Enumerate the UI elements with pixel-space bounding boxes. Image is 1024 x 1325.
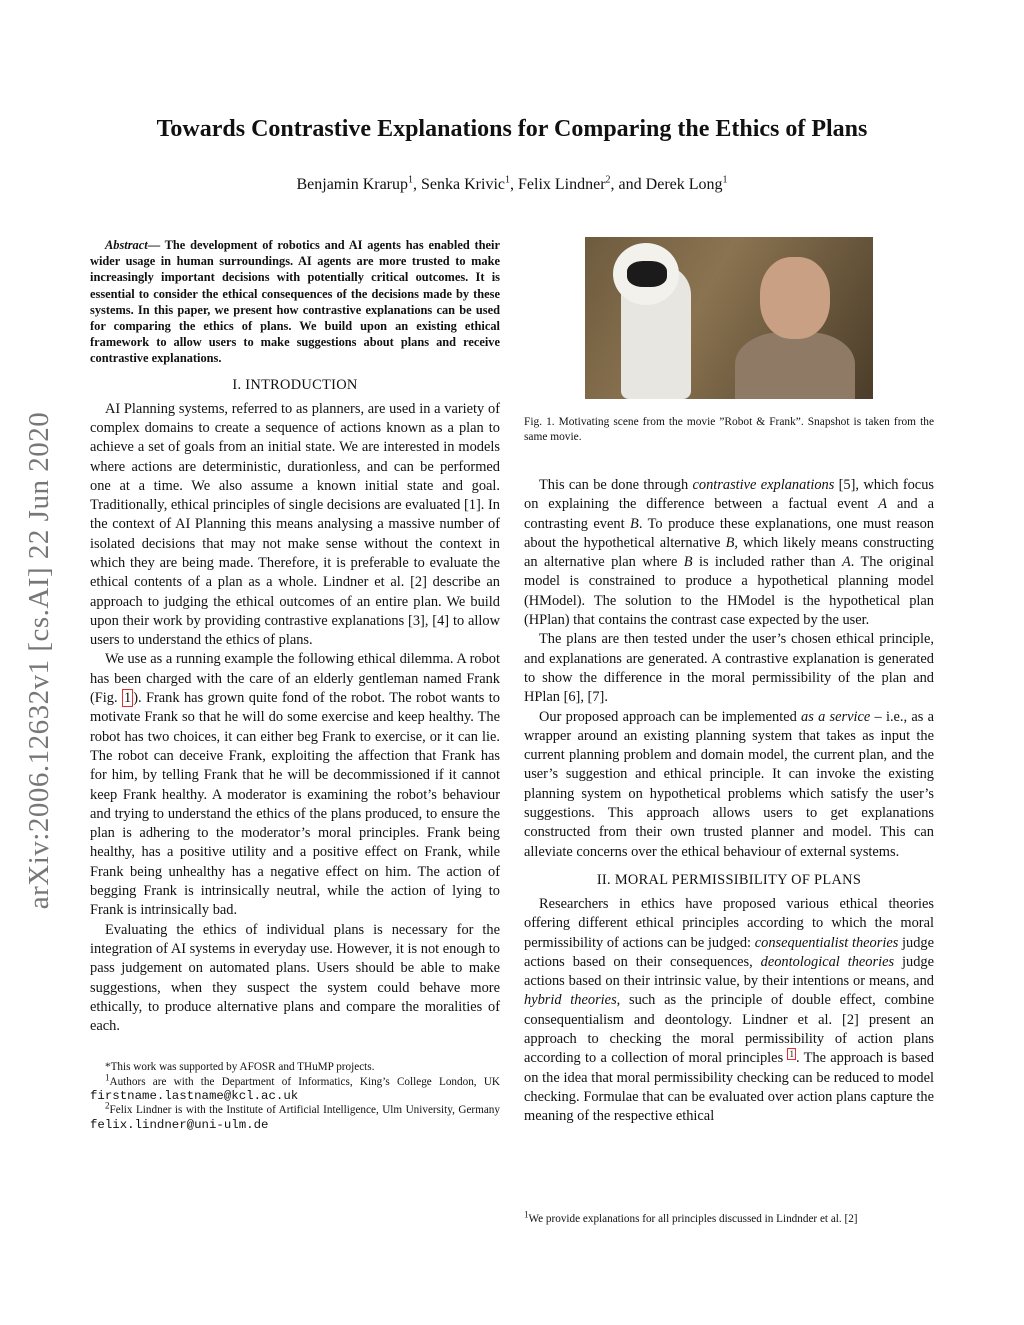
emphasis: deontological theories xyxy=(760,953,895,970)
paragraph xyxy=(524,476,934,630)
footnote-mark: 1 xyxy=(524,1209,529,1220)
abstract xyxy=(90,237,500,367)
footnote-mark: 1 xyxy=(105,1071,110,1082)
paragraph: Evaluating the ethics of individual plans is necessary for the integration of AI systems in everyday use. However, it is not enough to pass judgement on automated plans. Users should be able to make suggestions, when they suspect the system could behave more ethically, to produce alternative plans and compare the moralities of each. xyxy=(90,921,500,1035)
robot-visor xyxy=(627,261,667,287)
figure-reference-link[interactable]: 1 xyxy=(124,690,132,707)
text-run: , such as the principle of double effect, combine consequentialism and deontology. Lindner et al. [2] present an approach to checking the moral permissibility of action plans according to a collection of moral principles xyxy=(524,992,934,1067)
emphasis: A xyxy=(878,496,888,513)
email-address: firstname.lastname@kcl.ac.uk xyxy=(90,1089,299,1104)
author-affil: 1 xyxy=(408,174,414,186)
arxiv-stamp xyxy=(20,370,60,950)
right-column xyxy=(524,237,934,1127)
figure-caption: Fig. 1. Motivating scene from the movie ”Robot & Frank”. Snapshot is taken from the same movie. xyxy=(524,416,934,443)
paragraph xyxy=(524,895,934,1127)
text-run: This can be done through xyxy=(539,477,693,493)
paper-title: Towards Contrastive Explanations for Comparing the Ethics of Plans xyxy=(156,116,868,142)
footnote: *This work was supported by AFOSR and THuMP projects. xyxy=(105,1061,375,1074)
paragraph: The plans are then tested under the user’s chosen ethical principle, and explanations are generated. A contrastive explanation is generated to show the difference in the moral permissibility of the plan and HPlan [6], [7]. xyxy=(524,631,934,706)
author-sep: , xyxy=(510,176,518,193)
emphasis: B xyxy=(725,534,735,551)
email-address: felix.lindner@uni-ulm.de xyxy=(90,1117,269,1132)
emphasis: consequentialist theories xyxy=(754,934,899,951)
emphasis: contrastive explanations xyxy=(692,477,835,493)
text-run: We use as a running example the following ethical dilemma. A robot has been charged with the care of an elderly gentleman named Frank (Fig. xyxy=(90,651,500,707)
footnote-right xyxy=(524,1209,934,1226)
abstract-text: — The development of robotics and AI agents has enabled their wider usage in human surroundings. AI agents are more trusted to make increasingly important decisions with potentially critical outcomes. It is essential to consider the ethical consequences of the decisions made by these systems. In this paper, we present how contrastive explanations can be used for comparing the ethics of plans. We build upon an existing ethical framework to allow users to make suggestions about plans and receive contrastive explanations. xyxy=(90,238,500,366)
man-head xyxy=(760,257,830,339)
text-run: – i.e., as a wrapper around an existing planning system that takes as input the current planning problem and domain model, the current plan, and the user’s suggestion and ethical principle. It can invoke the existing planning system on hypothetical problems which satisfy the user’s suggestions. This approach allows users to get explanations constructed from their own trusted planner and model. This can alleviate concerns over the ethical behaviour of external systems. xyxy=(524,708,934,860)
text-run: is included rather than xyxy=(692,554,842,571)
footnote-reference-link[interactable]: 1 xyxy=(789,1048,794,1059)
footnote-mark: 2 xyxy=(105,1100,110,1111)
left-column xyxy=(90,237,500,1132)
footnote-text: Authors are with the Department of Informatics, King’s College London, UK xyxy=(109,1075,500,1088)
emphasis: hybrid theories xyxy=(524,992,617,1009)
text-run: [5], which focus on explaining the difference between a factual event xyxy=(524,477,934,513)
footnote-text: We provide explanations for all principles discussed in Lindnder et al. [2] xyxy=(528,1213,858,1225)
text-run: and a contrasting event xyxy=(524,496,934,532)
author-affil: 2 xyxy=(605,174,611,186)
paragraph xyxy=(90,650,500,920)
paragraph xyxy=(524,708,934,862)
emphasis: as a service xyxy=(801,708,871,725)
emphasis: A xyxy=(841,554,851,571)
emphasis: B xyxy=(630,515,639,532)
author-sep: , xyxy=(413,176,422,193)
section-heading: II. MORAL PERMISSIBILITY OF PLANS xyxy=(596,871,862,888)
text-run: Researchers in ethics have proposed various ethical theories offering different ethical principles according to which the moral permissibility of actions can be judged: xyxy=(524,895,934,951)
emphasis: B xyxy=(683,554,693,571)
author-name: Derek Long xyxy=(645,176,723,193)
author-name: Senka Krivic xyxy=(421,176,505,193)
author-name: Benjamin Krarup xyxy=(296,176,409,193)
footnotes xyxy=(90,1060,500,1131)
text-run: . The original model is constrained to produce a hypothetical planning model (HModel). The solution to the HModel is the hypothetical plan (HPlan) that contains the contrast case expected by the user. xyxy=(524,554,934,629)
arxiv-stamp-text: arXiv:2006.12632v1 [cs.AI] 22 Jun 2020 xyxy=(23,411,56,909)
author-affil: 1 xyxy=(505,174,510,186)
section-heading: I. INTRODUCTION xyxy=(232,376,358,393)
author-affil: 1 xyxy=(722,174,728,186)
footnote xyxy=(90,1100,500,1132)
footnote-text: Felix Lindner is with the Institute of Artificial Intelligence, Ulm University, Germany xyxy=(109,1104,500,1117)
text-run: Our proposed approach can be implemented xyxy=(539,708,802,725)
author-sep: , and xyxy=(610,176,646,193)
figure-image xyxy=(585,237,873,399)
text-run: , which likely means constructing an alternative plan where xyxy=(524,534,934,571)
abstract-label: Abstract xyxy=(105,238,148,252)
text-run: judge actions based on their consequences, xyxy=(524,934,934,970)
author-name: Felix Lindner xyxy=(518,176,606,193)
paragraph: AI Planning systems, referred to as planners, are used in a variety of complex domains to create a sequence of actions known as a plan to achieve a set of goals from an initial state. We are interested in models where actions are deterministic, durationless, and can be performed one at a time. We also assume a known initial state and goal. Traditionally, ethical principles of single decisions are evaluated [1]. In the context of AI Planning this means analysing a massive number of isolated decisions that may not make sense without the context in which they are being made. Therefore, it is preferable to evaluate the ethical contents of a plan as a whole. Lindner et al. [2] describe an approach to judging the ethical outcomes of an entire plan. We build upon their work by providing contrastive explanations [3], [4] to allow users to understand the ethics of plans. xyxy=(90,400,500,649)
man-figure xyxy=(735,332,855,399)
footnote xyxy=(90,1071,500,1104)
text-run: judge actions based on their intrinsic value, by their intentions or means, and xyxy=(524,953,934,990)
text-run: . To produce these explanations, one must reason about the hypothetical alternative xyxy=(524,515,934,551)
text-run: . The approach is based on the idea that moral permissibility checking can be reduced to model checking. Formulae that can be evaluated over action plans capture the meaning of the respective ethical xyxy=(524,1050,935,1125)
text-run: ). Frank has grown quite fond of the robot. The robot wants to motivate Frank so that he will do some exercise and keep healthy. The robot has two choices, it can either beg Frank to exercise, or it can lie. The robot can deceive Frank, exploiting the affection that Frank has for him, by telling Frank that he will be decommissioned if it cannot keep Frank healthy. A moderator is examining the robot’s behaviour and trying to understand the ethics of the plans produced, to ensure the plan is adhering to the moderator’s moral principles. Frank being healthy, has a positive utility and a positive effect on Frank, while Frank being unhealthy has a negative effect on him. The action of begging Frank is intrinsically neutral, while the action of lying to Frank is intrinsically bad. xyxy=(90,690,500,919)
author-list xyxy=(80,176,944,194)
